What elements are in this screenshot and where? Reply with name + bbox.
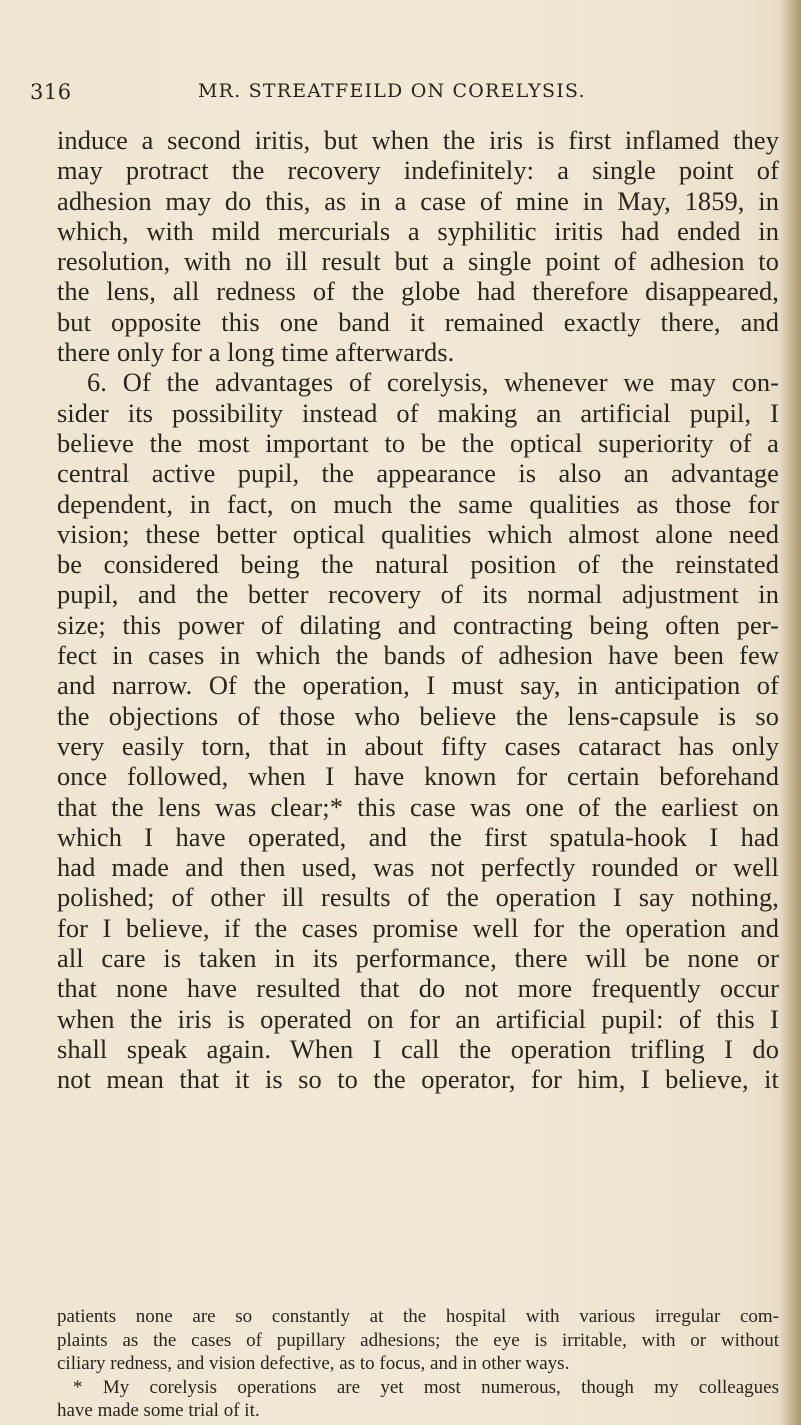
body-line: which I have operated, and the first spatula-hook I had [57, 821, 779, 852]
body-line: believe the most important to be the optical superiority of a [57, 427, 779, 458]
body-line: which, with mild mercurials a syphilitic iritis had ended in [57, 215, 779, 246]
page-edge-shadow [779, 0, 801, 1425]
body-text [57, 125, 779, 1095]
body-line: once followed, when I have known for certain beforehand [57, 761, 779, 792]
body-line: may protract the recovery indefinitely: a single point of [57, 155, 779, 186]
paragraph-start-line: 6. Of the advantages of corelysis, whenever we may con- [87, 367, 779, 398]
footnote-line: patients none are so constantly at the hospital with various irregular com- [57, 1306, 779, 1327]
body-line: sider its possibility instead of making an artificial pupil, I [57, 397, 779, 428]
body-line: be considered being the natural position of the reinstated [57, 549, 779, 580]
body-line: very easily torn, that in about fifty cases cataract has only [57, 730, 779, 761]
body-line: shall speak again. When I call the operation trifling I do [57, 1033, 779, 1064]
body-line: fect in cases in which the bands of adhesion have been few [57, 640, 779, 671]
body-line: pupil, and the better recovery of its normal adjustment in [57, 579, 779, 610]
body-line: for I believe, if the cases promise well for the operation and [57, 912, 779, 943]
footnote-line: ciliary redness, and vision defective, as to focus, and in other ways. [57, 1353, 570, 1374]
body-line: that the lens was clear;* this case was one of the earliest on [57, 791, 779, 822]
body-line: the objections of those who believe the lens-capsule is so [57, 700, 779, 731]
running-head: MR. STREATFEILD ON CORELYSIS. [198, 80, 586, 102]
body-line: not mean that it is so to the operator, for him, I believe, it [57, 1064, 779, 1095]
body-line: vision; these better optical qualities which almost alone need [57, 518, 779, 549]
body-line: dependent, in fact, on much the same qualities as those for [57, 488, 779, 519]
body-line: all care is taken in its performance, there will be none or [57, 943, 779, 974]
body-line: central active pupil, the appearance is also an advantage [57, 458, 779, 489]
footnote-line: have made some trial of it. [57, 1400, 260, 1421]
footnotes [57, 1305, 779, 1423]
footnote-asterisk-line: * My corelysis operations are yet most numerous, though my colleagues [73, 1376, 779, 1398]
footnote-line: plaints as the cases of pupillary adhesions; the eye is irritable, with or without [57, 1329, 779, 1351]
body-line: adhesion may do this, as in a case of mine in May, 1859, in [57, 185, 779, 216]
body-line: the lens, all redness of the globe had therefore disappeared, [57, 276, 779, 307]
body-line: and narrow. Of the operation, I must say, in anticipation of [57, 670, 779, 701]
body-line: size; this power of dilating and contracting being often per- [57, 609, 779, 640]
page-header [30, 80, 770, 104]
body-line: had made and then used, was not perfectly rounded or well [57, 852, 779, 883]
body-line: there only for a long time afterwards. [57, 337, 455, 368]
body-line: but opposite this one band it remained exactly there, and [57, 306, 779, 337]
body-line: that none have resulted that do not more frequently occur [57, 973, 779, 1004]
body-line: resolution, with no ill result but a single point of adhesion to [57, 246, 779, 277]
body-line: polished; of other ill results of the operation I say nothing, [57, 882, 779, 913]
page-number: 316 [30, 80, 72, 104]
body-line: when the iris is operated on for an artificial pupil: of this I [57, 1003, 779, 1034]
body-line: induce a second iritis, but when the iris is first inflamed they [57, 125, 779, 155]
